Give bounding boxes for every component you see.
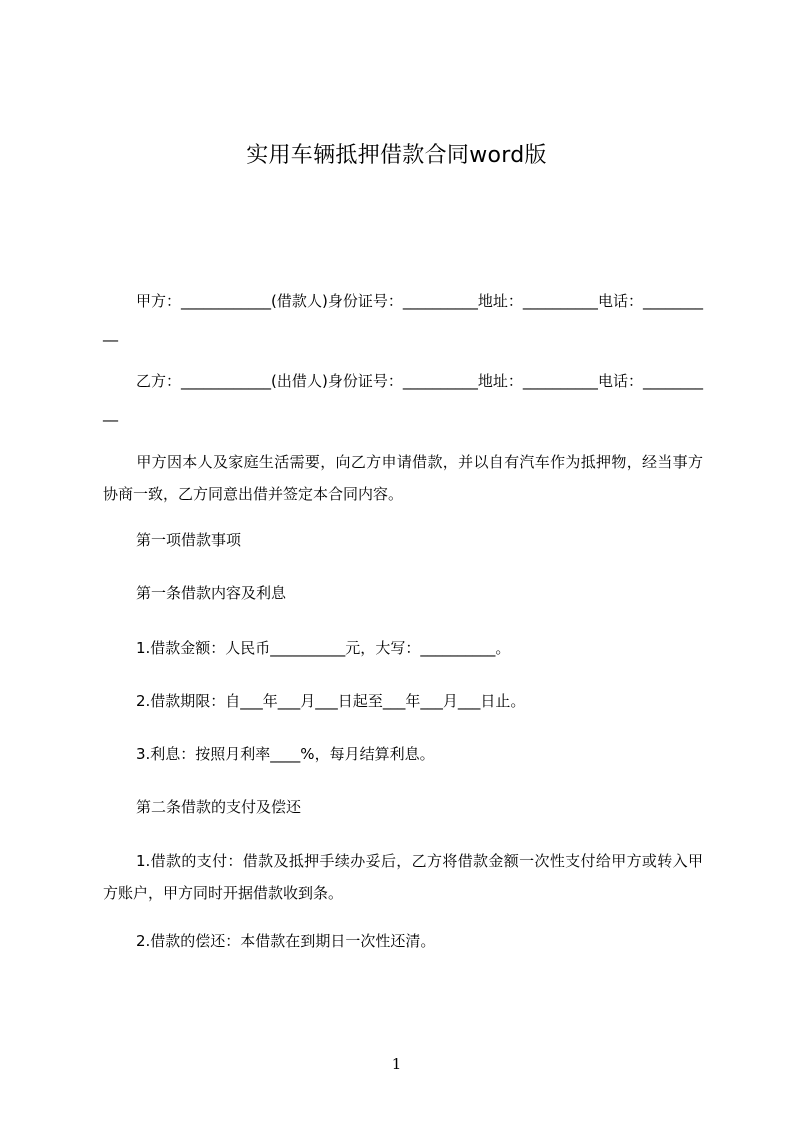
party-b-paragraph (103, 365, 703, 429)
section1-heading: 第一项借款事项 (136, 531, 242, 549)
intro-paragraph (103, 446, 703, 510)
article1-item3: 3.利息：按照月利率____%，每月结算利息。 (136, 745, 435, 763)
article1-item1: 1.借款金额：人民币__________元，大写：__________。 (136, 639, 511, 657)
intro-text: 甲方因本人及家庭生活需要，向乙方申请借款，并以自有汽车作为抵押物，经当事方协商一致，乙方同意出借并签定本合同内容。 (103, 453, 703, 503)
document-title: 实用车辆抵押借款合同word版 (246, 143, 547, 168)
article2-item2: 2.借款的偿还：本借款在到期日一次性还清。 (136, 932, 436, 950)
page-number: 1 (391, 1055, 402, 1073)
article2-item1-text: 1.借款的支付：借款及抵押手续办妥后，乙方将借款金额一次性支付给甲方或转入甲方账户，甲方同时开据借款收到条。 (103, 852, 703, 902)
party-a-text: 甲方：____________(借款人)身份证号：__________地址：__________电话：__________ (103, 292, 703, 342)
article2-heading: 第二条借款的支付及偿还 (136, 798, 302, 816)
article1-item2: 2.借款期限：自___年___月___日起至___年___月___日止。 (136, 692, 526, 710)
party-b-text: 乙方：____________(出借人)身份证号：__________地址：__________电话：__________ (103, 372, 703, 422)
article1-heading: 第一条借款内容及利息 (136, 584, 287, 602)
article2-item1-paragraph (103, 845, 703, 909)
party-a-paragraph (103, 285, 703, 349)
